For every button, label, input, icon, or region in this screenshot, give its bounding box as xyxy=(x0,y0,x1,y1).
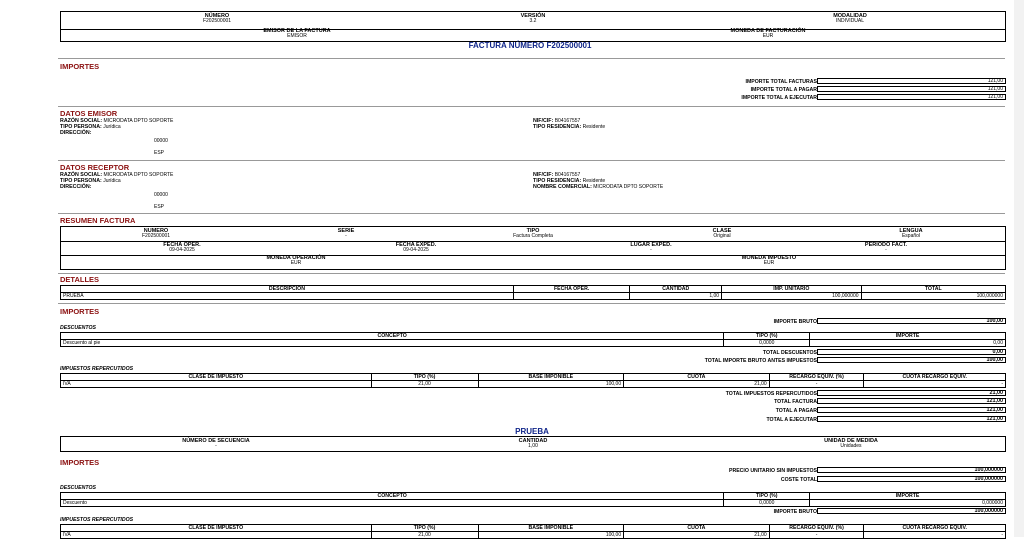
importes3-title: IMPORTES xyxy=(60,458,100,467)
cell: - xyxy=(769,381,864,388)
resumen-fexp-value: 09-04-2025 xyxy=(403,247,429,253)
version-value: 3.2 xyxy=(529,18,537,24)
table-row xyxy=(61,532,1006,539)
importes-title: IMPORTES xyxy=(60,62,100,71)
total-factura-label: TOTAL FACTURA xyxy=(774,399,817,405)
table-row xyxy=(61,500,1006,507)
resumen-monop-value: EUR xyxy=(290,260,302,266)
total-descuentos-value: 0,00 xyxy=(817,349,1006,355)
moneda-value: EUR xyxy=(762,33,774,39)
importe-bruto-value: 100,00 xyxy=(817,318,1006,324)
cell: 100,00 xyxy=(478,381,624,388)
coste-total-value: 100,000000 xyxy=(817,476,1006,482)
importe-bruto3-label: IMPORTE BRUTO xyxy=(773,509,817,515)
cell: - xyxy=(769,532,864,539)
resumen-fop-label: FECHA OPER. xyxy=(163,242,201,248)
cell: 100,000000 xyxy=(722,293,861,300)
line-item-title: PRUEBA xyxy=(515,427,549,436)
resumen-lugar-label: LUGAR EXPED. xyxy=(630,242,672,248)
receptor-tipo-label: TIPO PERSONA: xyxy=(60,178,102,184)
col-fecha-oper: FECHA OPER. xyxy=(513,286,630,293)
descuentos3-title: DESCUENTOS xyxy=(60,485,96,491)
col-descripcion: DESCRIPCIÓN xyxy=(61,286,514,293)
divider xyxy=(58,58,1005,59)
col-tipo: TIPO (%) xyxy=(371,525,478,532)
cell: - xyxy=(864,532,1006,539)
cantidad-label: CANTIDAD xyxy=(518,438,548,444)
cell: Descuento al pie xyxy=(61,340,724,347)
importe-total-ejecutar-value: 121,00 xyxy=(817,94,1006,100)
resumen-box xyxy=(60,226,1006,270)
emisor-res-label: TIPO RESIDENCIA: xyxy=(533,124,582,130)
cell: 100,000000 xyxy=(861,293,1005,300)
resumen-lugar-value: - xyxy=(650,247,652,253)
seq-value: - xyxy=(215,443,217,449)
precio-unitario-value: 100,000000 xyxy=(817,467,1006,473)
receptor-dir-label-text: DIRECCIÓN: xyxy=(60,184,92,190)
importe-total-pagar-value: 121,00 xyxy=(817,86,1006,92)
col-concepto: CONCEPTO xyxy=(61,333,724,340)
detalles-table xyxy=(60,285,1006,300)
unidad-value: Unidades xyxy=(840,443,862,449)
resumen-monimp-value: EUR xyxy=(763,260,775,266)
total-impuestos-value: 21,00 xyxy=(817,390,1006,396)
col-cuota-recargo: CUOTA RECARGO EQUIV. xyxy=(864,374,1006,381)
importe-bruto3-value: 100,000000 xyxy=(817,508,1006,514)
importe-total-ejecutar-label: IMPORTE TOTAL A EJECUTAR xyxy=(741,95,817,101)
impuestos-title: IMPUESTOS REPERCUTIDOS xyxy=(60,366,134,372)
table-header-row xyxy=(61,333,1006,340)
divider xyxy=(58,303,1005,304)
numero-label: NÚMERO xyxy=(204,13,230,19)
cell: 21,00 xyxy=(371,381,478,388)
resumen-clase-label: CLASE xyxy=(712,228,732,234)
cell: 100,00 xyxy=(478,532,624,539)
total-pagar-label: TOTAL A PAGAR xyxy=(775,408,817,414)
cell: 0,000000 xyxy=(810,500,1006,507)
line-item-box xyxy=(60,436,1006,452)
moneda-label: MONEDA DE FACTURACIÓN xyxy=(730,28,806,34)
cell xyxy=(513,293,630,300)
precio-unitario-label: PRECIO UNITARIO SIN IMPUESTOS xyxy=(728,468,817,474)
impuestos3-title: IMPUESTOS REPERCUTIDOS xyxy=(60,517,134,523)
emisor-pais: ESP xyxy=(154,150,165,156)
cell: 0,0000 xyxy=(724,340,810,347)
importe-bruto-label: IMPORTE BRUTO xyxy=(773,319,817,325)
col-tipo: TIPO (%) xyxy=(724,493,810,500)
descuentos-title: DESCUENTOS xyxy=(60,325,96,331)
receptor-com-label: NOMBRE COMERCIAL: xyxy=(533,184,592,190)
receptor-title: DATOS RECEPTOR xyxy=(60,163,130,172)
resumen-fexp-label: FECHA EXPED. xyxy=(395,242,437,248)
emisor-nif-value: B04167557 xyxy=(554,118,581,124)
col-tipo: TIPO (%) xyxy=(724,333,810,340)
table-header-row xyxy=(61,493,1006,500)
col-recargo: RECARGO EQUIV. (%) xyxy=(769,525,864,532)
col-importe: IMPORTE xyxy=(810,333,1006,340)
total-ejecutar-label: TOTAL A EJECUTAR xyxy=(766,417,817,423)
resumen-monop-label: MONEDA OPERACIÓN xyxy=(266,255,326,261)
cell: 21,00 xyxy=(624,381,770,388)
emisor-cp: 00000 xyxy=(154,138,168,144)
total-factura-value: 121,00 xyxy=(817,398,1006,404)
total-antes-impuestos-label: TOTAL IMPORTE BRUTO ANTES IMPUESTOS xyxy=(704,358,817,364)
col-clase: CLASE DE IMPUESTO xyxy=(61,525,372,532)
emisor-tipo-label: TIPO PERSONA: xyxy=(60,124,102,130)
cell: IVA xyxy=(61,532,372,539)
emisor-residencia xyxy=(533,124,605,130)
divider xyxy=(58,273,1005,274)
resumen-periodo-value: - xyxy=(885,247,887,253)
col-clase: CLASE DE IMPUESTO xyxy=(61,374,372,381)
total-impuestos-label: TOTAL IMPUESTOS REPERCUTIDOS xyxy=(725,391,817,397)
seq-label: NÚMERO DE SECUENCIA xyxy=(182,438,250,444)
divider xyxy=(58,213,1005,214)
header-box xyxy=(60,11,1006,42)
cell: PRUEBA xyxy=(61,293,514,300)
table-row xyxy=(61,340,1006,347)
cell: - xyxy=(864,381,1006,388)
emisor-nif-label: NIF/CIF: xyxy=(533,118,554,124)
total-antes-impuestos-value: 100,00 xyxy=(817,357,1006,363)
importe-total-pagar-label: IMPORTE TOTAL A PAGAR xyxy=(750,87,817,93)
col-importe: IMPORTE xyxy=(810,493,1006,500)
table-row xyxy=(61,381,1006,388)
emisor-razon-label: RAZÓN SOCIAL: xyxy=(60,118,103,124)
col-cantidad: CANTIDAD xyxy=(630,286,722,293)
col-concepto: CONCEPTO xyxy=(61,493,724,500)
importe-total-facturas-value: 121,00 xyxy=(817,78,1006,84)
resumen-lengua-value: Español xyxy=(901,233,921,239)
page-edge xyxy=(1014,0,1024,537)
cell: 0,0000 xyxy=(724,500,810,507)
receptor-comercial xyxy=(533,184,663,190)
receptor-res-value: Residente xyxy=(582,178,606,184)
receptor-dir-label xyxy=(60,184,92,190)
divider xyxy=(58,160,1005,161)
emisor-tipo-value: Jurídica xyxy=(103,124,121,130)
receptor-nif-label: NIF/CIF: xyxy=(533,172,554,178)
modalidad-value: INDIVIDUAL xyxy=(835,18,865,24)
descuentos-table xyxy=(60,332,1006,347)
emisor-res-value: Residente xyxy=(582,124,606,130)
resumen-numero-value: F202500001 xyxy=(141,233,171,239)
cell: Descuento xyxy=(61,500,724,507)
resumen-fop-value: 09-04-2025 xyxy=(169,247,195,253)
resumen-tipo-label: TIPO xyxy=(526,228,540,234)
table-header-row xyxy=(61,525,1006,532)
receptor-com-value: MICRODATA DPTO SOPORTE xyxy=(593,184,664,190)
detalles-title: DETALLES xyxy=(60,275,100,284)
emisor-factura-value: EMISOR xyxy=(287,33,307,39)
emisor-factura-label: EMISOR DE LA FACTURA xyxy=(263,28,331,34)
table-row xyxy=(61,293,1006,300)
resumen-monimp-label: MONEDA IMPUESTO xyxy=(741,255,797,261)
col-base: BASE IMPONIBLE xyxy=(478,374,624,381)
receptor-razon-label: RAZÓN SOCIAL: xyxy=(60,172,103,178)
divider xyxy=(58,106,1005,107)
receptor-tipo-value: Jurídica xyxy=(103,178,121,184)
col-total: TOTAL xyxy=(861,286,1005,293)
resumen-lengua-label: LENGUA xyxy=(899,228,923,234)
receptor-razon-value: MICRODATA DPTO SOPORTE xyxy=(103,172,174,178)
cell: 0,00 xyxy=(810,340,1006,347)
cell: IVA xyxy=(61,381,372,388)
table-header-row xyxy=(61,374,1006,381)
page-title: FACTURA NÚMERO F202500001 xyxy=(468,41,592,50)
resumen-tipo-value: Factura Completa xyxy=(513,233,553,239)
cell: 1,00 xyxy=(630,293,722,300)
total-descuentos-label: TOTAL DESCUENTOS xyxy=(762,350,817,356)
col-tipo: TIPO (%) xyxy=(371,374,478,381)
col-imp-unitario: IMP. UNITARIO xyxy=(722,286,861,293)
col-cuota: CUOTA xyxy=(624,525,770,532)
resumen-periodo-label: PERIODO FACT. xyxy=(864,242,908,248)
emisor-dir-label-text: DIRECCIÓN: xyxy=(60,130,92,136)
resumen-clase-value: Original xyxy=(713,233,731,239)
impuestos-table xyxy=(60,373,1006,388)
resumen-serie-label: SERIE xyxy=(337,228,355,234)
col-cuota: CUOTA xyxy=(624,374,770,381)
version-label: VERSIÓN xyxy=(520,13,546,19)
emisor-dir-label xyxy=(60,130,92,136)
receptor-nif-value: B04167557 xyxy=(554,172,581,178)
table-header-row xyxy=(61,286,1006,293)
unidad-label: UNIDAD DE MEDIDA xyxy=(824,438,878,444)
emisor-title: DATOS EMISOR xyxy=(60,109,118,118)
receptor-pais: ESP xyxy=(154,204,165,210)
descuentos3-table xyxy=(60,492,1006,507)
receptor-res-label: TIPO RESIDENCIA: xyxy=(533,178,582,184)
coste-total-label: COSTE TOTAL xyxy=(780,477,817,483)
receptor-cp: 00000 xyxy=(154,192,168,198)
resumen-title: RESUMEN FACTURA xyxy=(60,216,136,225)
emisor-razon-value: MICRODATA DPTO SOPORTE xyxy=(103,118,174,124)
importes2-title: IMPORTES xyxy=(60,307,100,316)
cantidad-value: 1,00 xyxy=(528,443,538,449)
col-recargo: RECARGO EQUIV. (%) xyxy=(769,374,864,381)
numero-value: F202500001 xyxy=(202,18,232,24)
col-base: BASE IMPONIBLE xyxy=(478,525,624,532)
total-pagar-value: 121,00 xyxy=(817,407,1006,413)
total-ejecutar-value: 121,00 xyxy=(817,416,1006,422)
col-cuota-recargo: CUOTA RECARGO EQUIV. xyxy=(864,525,1006,532)
importe-total-facturas-label: IMPORTE TOTAL FACTURAS xyxy=(745,79,817,85)
cell: 21,00 xyxy=(624,532,770,539)
resumen-numero-label: NUMERO xyxy=(143,228,169,234)
modalidad-label: MODALIDAD xyxy=(833,13,867,19)
cell: 21,00 xyxy=(371,532,478,539)
resumen-serie-value: - xyxy=(345,233,347,239)
